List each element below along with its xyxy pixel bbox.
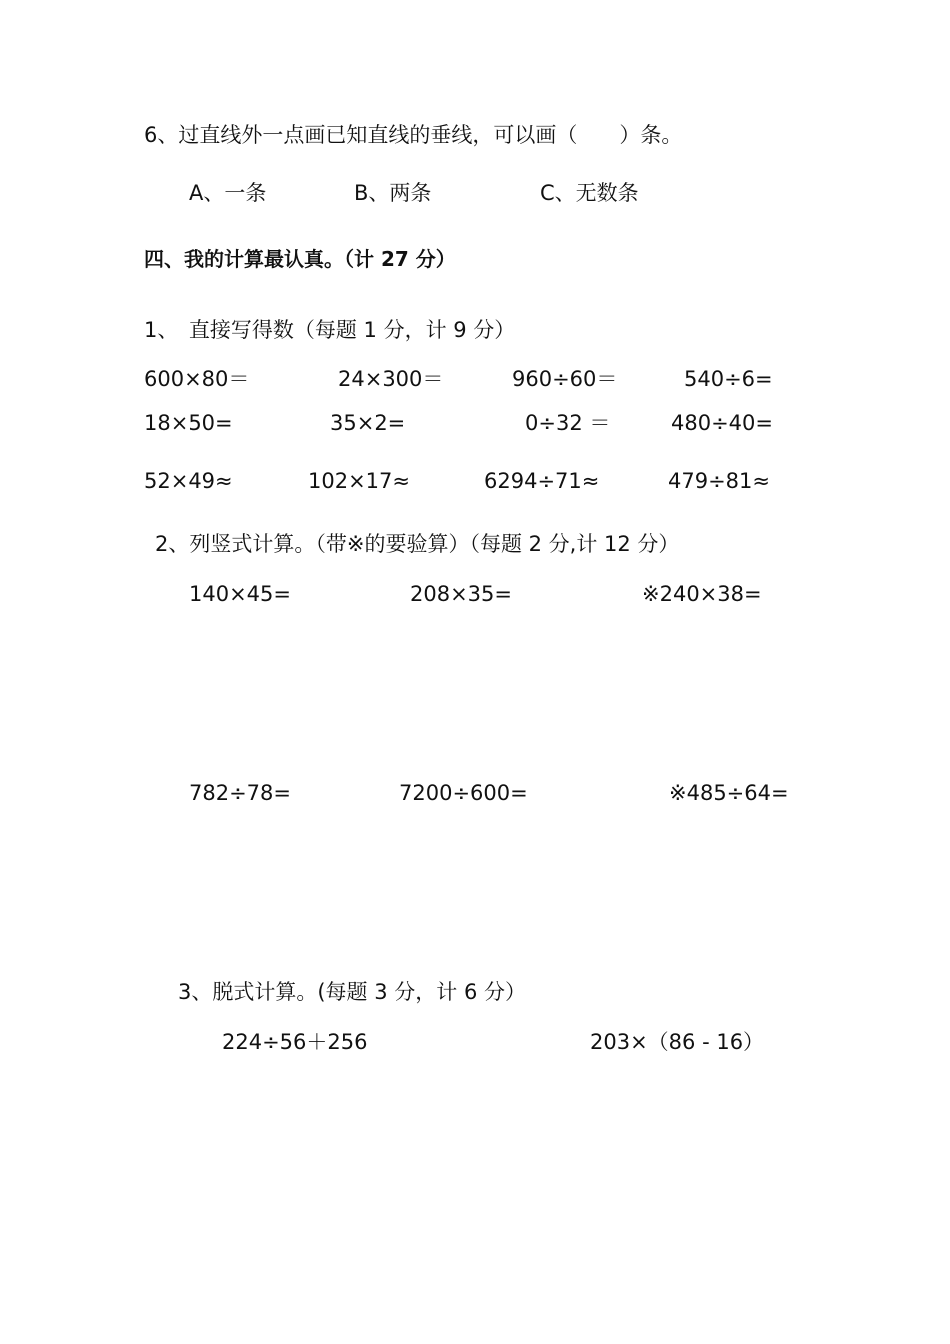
mental-calc-item: 480÷40= [671,411,773,435]
mental-calc-item: 18×50= [144,411,233,435]
mental-calc-item: 600×80＝ [144,367,250,391]
vertical-calc-item: ※485÷64= [669,781,789,805]
estimate-item: 52×49≈ [144,469,233,493]
mental-calc-item: 960÷60＝ [512,367,618,391]
stepwise-calc-item: 203×（86 - 16） [590,1030,765,1054]
vertical-calc-item: ※240×38= [642,582,762,606]
estimate-item: 102×17≈ [308,469,410,493]
vertical-calc-item: 208×35= [410,582,512,606]
section-4-title: 四、我的计算最认真。（计 27 分） [144,247,456,271]
question-6-stem: 6、过直线外一点画已知直线的垂线，可以画（ ）条。 [144,123,683,147]
part-1-title: 1、 直接写得数（每题 1 分，计 9 分） [144,318,516,342]
question-6-option-b: B、两条 [354,181,432,205]
mental-calc-item: 540÷6= [684,367,773,391]
estimate-item: 479÷81≈ [668,469,770,493]
mental-calc-item: 0÷32 ＝ [525,411,611,435]
mental-calc-item: 24×300＝ [338,367,444,391]
question-6-option-c: C、无数条 [540,181,639,205]
question-6-option-a: A、一条 [189,181,267,205]
part-3-title: 3、脱式计算。(每题 3 分，计 6 分） [178,980,526,1004]
vertical-calc-item: 7200÷600= [399,781,528,805]
vertical-calc-item: 782÷78= [189,781,291,805]
part-2-title: 2、列竖式计算。（带※的要验算）（每题 2 分,计 12 分） [155,532,680,556]
vertical-calc-item: 140×45= [189,582,291,606]
estimate-item: 6294÷71≈ [484,469,600,493]
mental-calc-item: 35×2= [330,411,406,435]
stepwise-calc-item: 224÷56＋256 [222,1030,368,1054]
